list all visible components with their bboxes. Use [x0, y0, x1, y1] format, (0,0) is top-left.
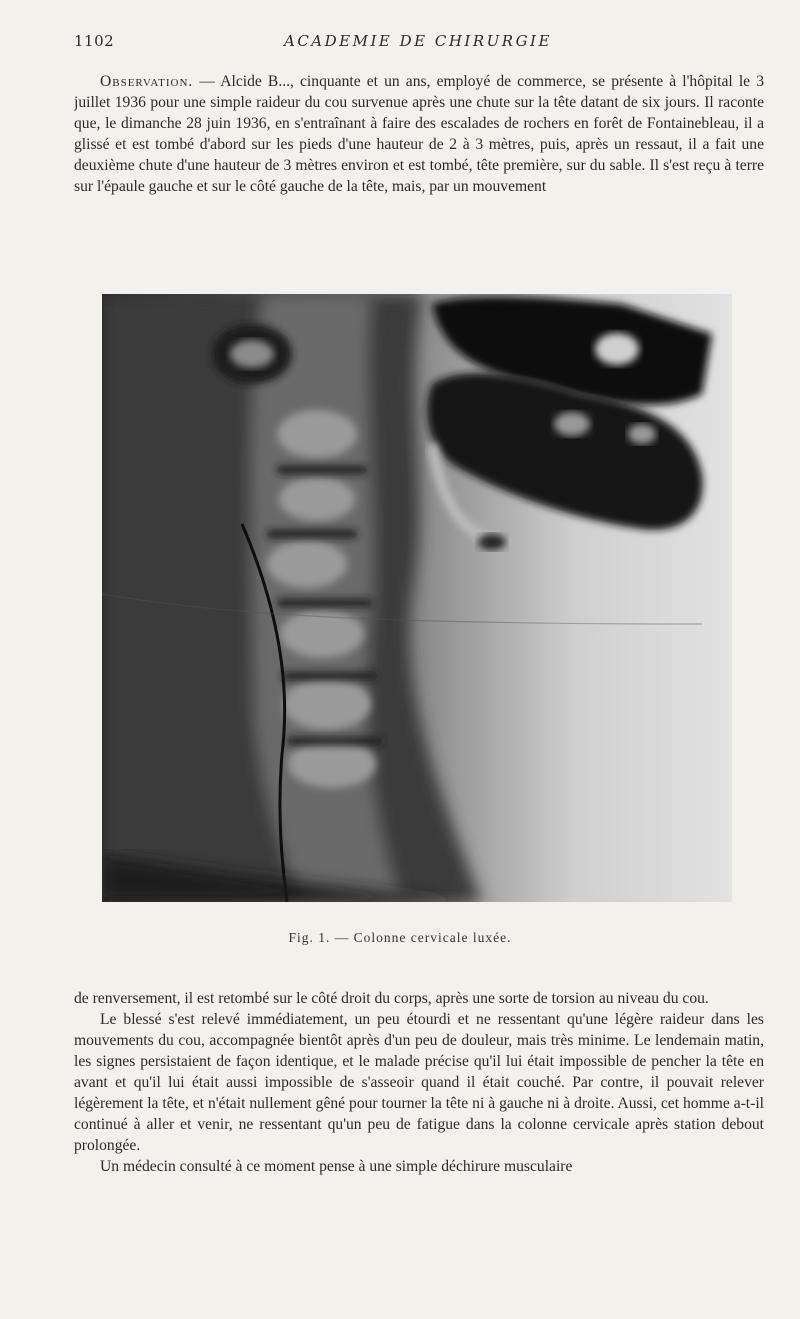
cervical-spine-xray-image	[102, 294, 732, 902]
paragraph-symptoms: Le blessé s'est relevé immédiatement, un peu étourdi et ne ressentant qu'une légère raideur dans les mouvements du cou, accompagnée bientôt après d'un peu de douleur, mais très minime. Le lendemain matin, les signes persistaient de façon identique, et le malade précise qu'il lui était impossible de pencher la tête en avant et qu'il lui était aussi impossible de s'asseoir quand il était couché. Par contre, il pouvait relever légèrement la tête, et n'était nullement gêné pour tourner la tête ni à gauche ni à droite. Aussi, cet homme a-t-il continué à aller et venir, ne ressentant qu'un peu de fatigue dans la colonne cervicale après station debout prolongée.	[74, 1011, 764, 1154]
observation-label: Observation.	[100, 73, 194, 90]
figure-caption: Fig. 1. — Colonne cervicale luxée.	[288, 930, 512, 945]
continuation-text	[74, 988, 764, 1244]
xray-figure	[102, 294, 732, 902]
paragraph-continuation: de renversement, il est retombé sur le côté droit du corps, après une sorte de torsion au niveau du cou.	[74, 990, 709, 1007]
paragraph-doctor: Un médecin consulté à ce moment pense à une simple déchirure musculaire	[100, 1158, 573, 1175]
page-header	[74, 32, 764, 54]
observation-paragraph	[74, 71, 764, 247]
page-number: 1102	[74, 32, 115, 50]
observation-text: — Alcide B..., cinquante et un ans, employé de commerce, se présente à l'hôpital le 3 juillet 1936 pour une simple raideur du cou survenue après une chute sur la tête datant de six jours. Il raconte que, le dimanche 28 juin 1936, en s'entraînant à faire des escalades de rochers en forêt de Fontainebleau, il a glissé et est tombé d'abord sur les pieds d'une hauteur de 2 à 3 mètres, puis, après un ressaut, il a fait une deuxième chute d'une hauteur de 3 mètres environ et est tombé, tête première, sur du sable. Il s'est reçu à terre sur l'épaule gauche et sur le côté gauche de la tête, mais, par un mouvement	[74, 73, 764, 195]
running-title: ACADEMIE DE CHIRURGIE	[284, 32, 552, 50]
